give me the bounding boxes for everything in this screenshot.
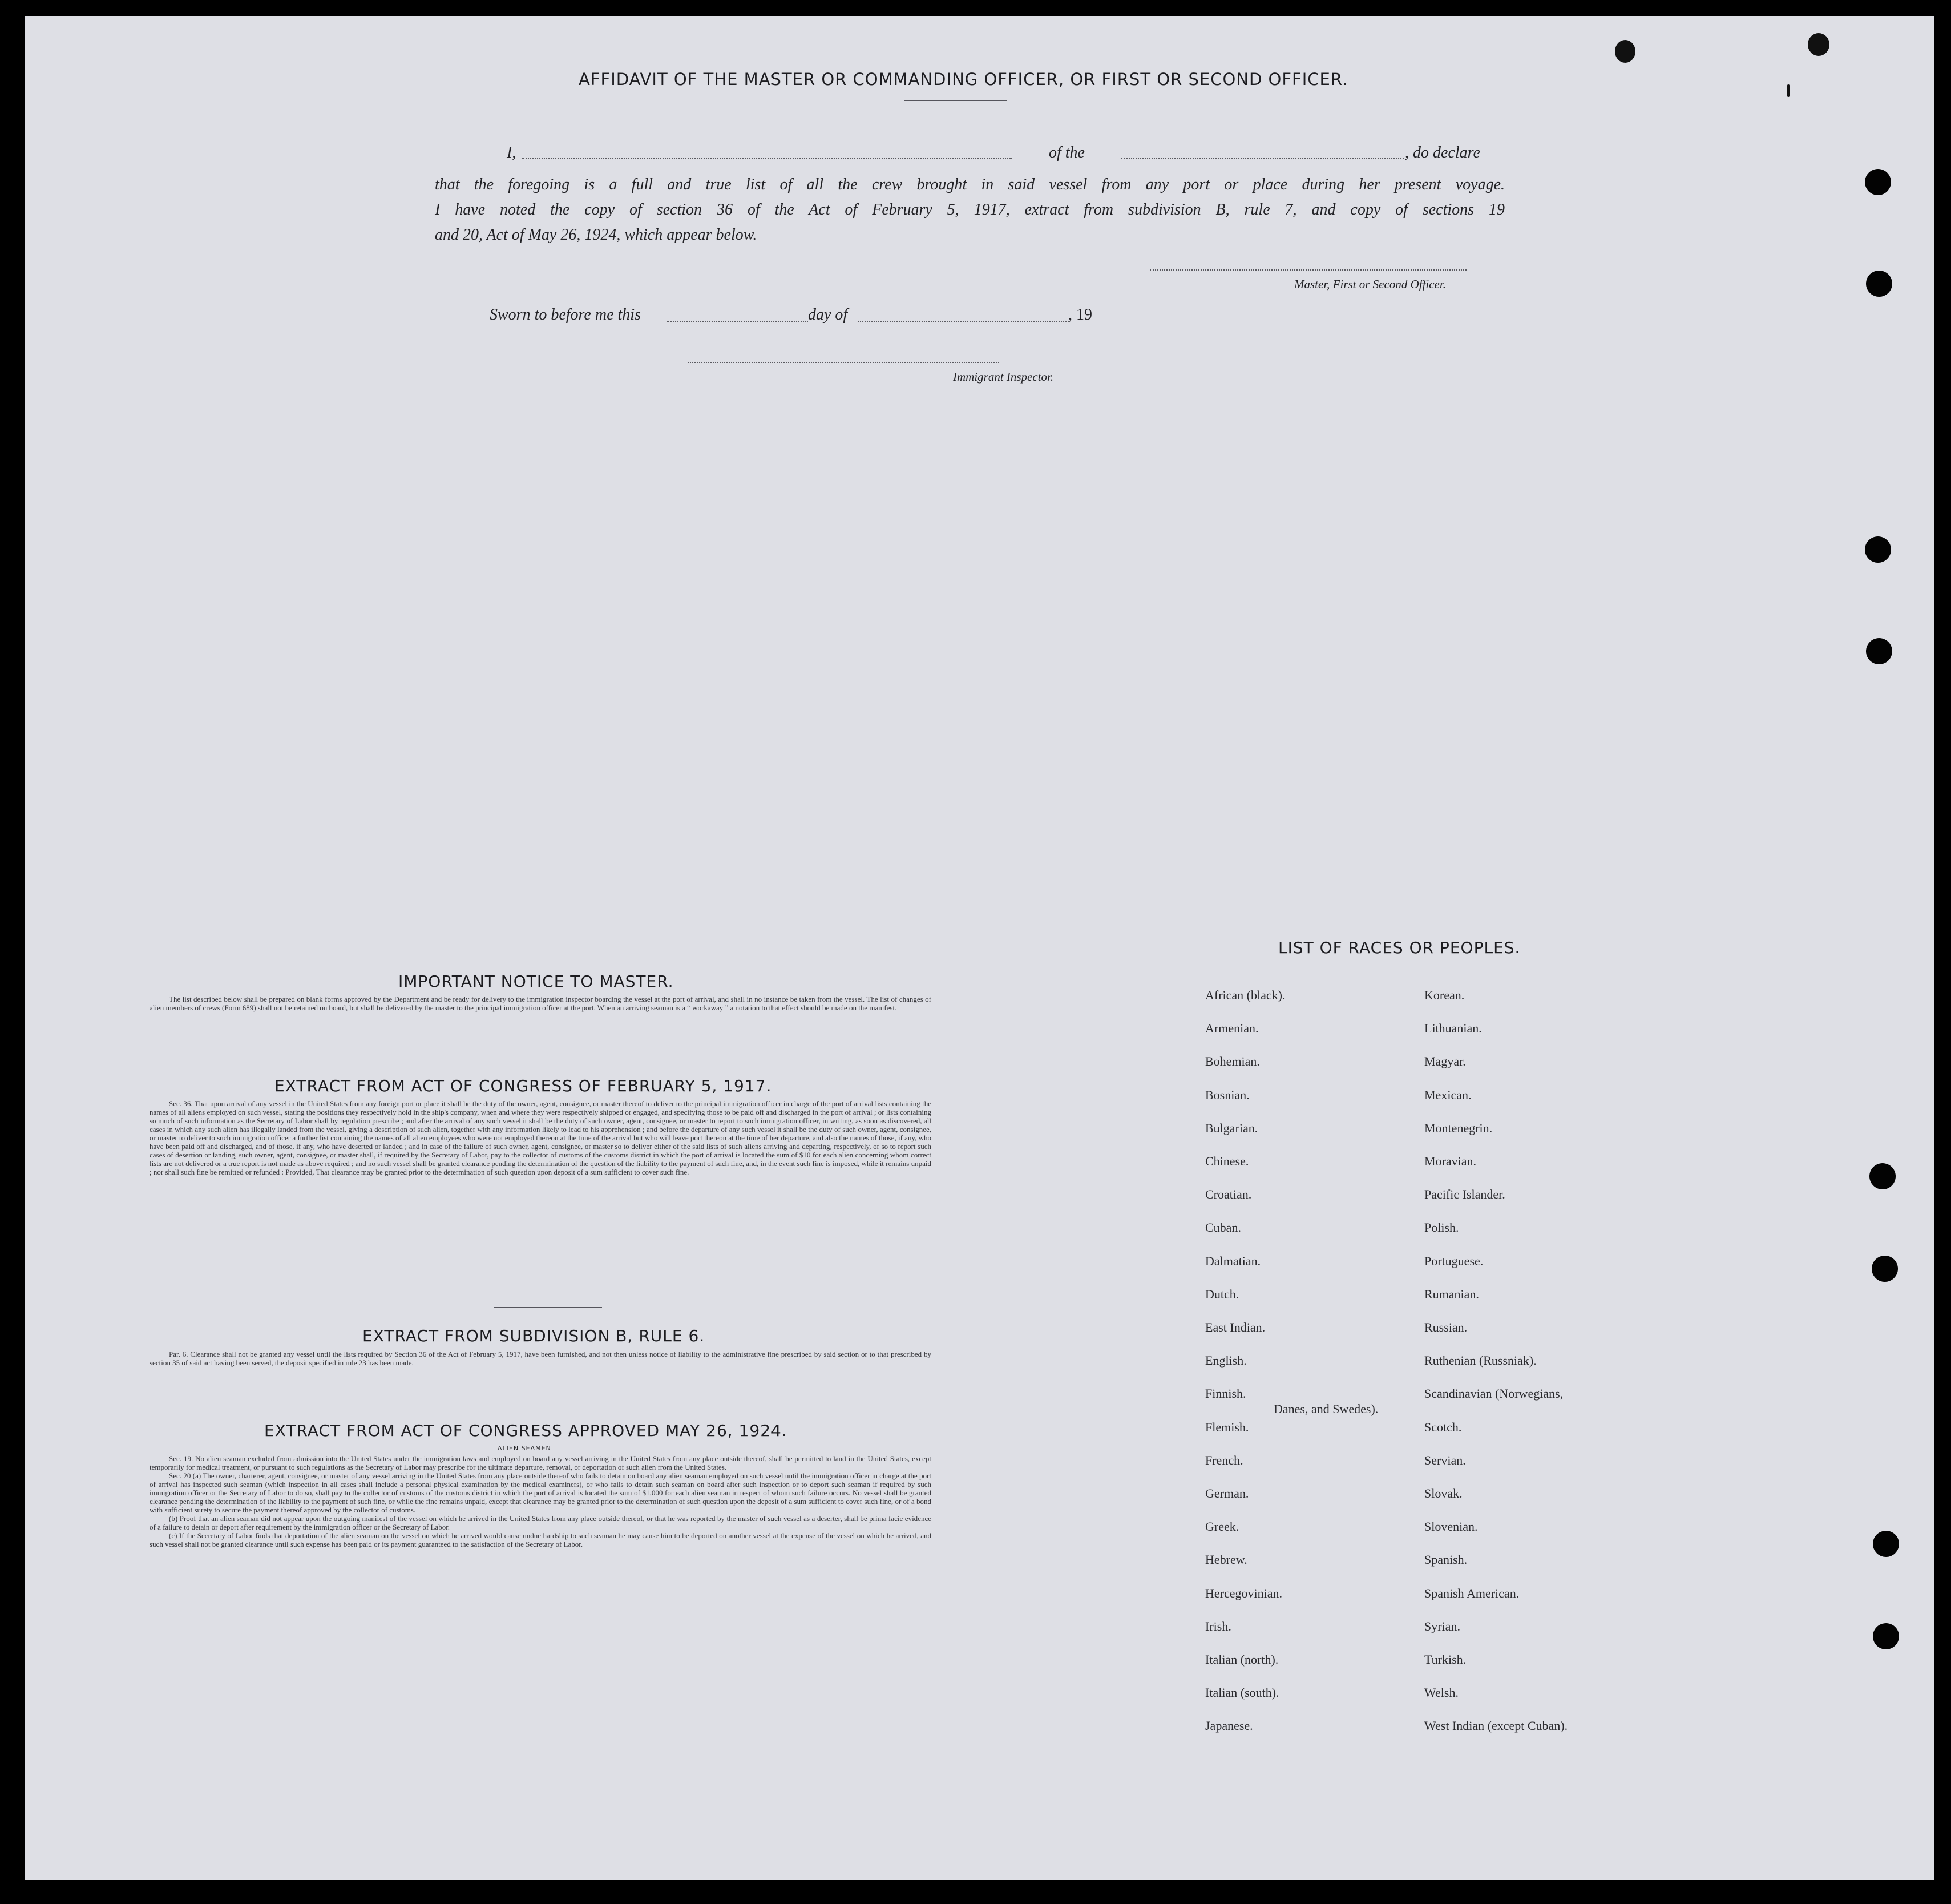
race-item: Japanese. [1205, 1719, 1253, 1733]
race-item: Ruthenian (Russniak). [1424, 1353, 1537, 1368]
sec-20c-text: (c) If the Secretary of Labor finds that deportation of the alien seaman on the vessel on which he arrived would cause undue hardship to such seaman he may cause him to be deported on another vessel at the expense of the vessel on which he arrived, and such vessel shall not be granted clearance until such expense has been paid or its payment guaranteed to the satisfaction of the Secretary of Labor. [150, 1531, 931, 1548]
race-item: Dalmatian. [1205, 1254, 1261, 1268]
race-item: English. [1205, 1353, 1247, 1368]
race-item: Polish. [1424, 1220, 1459, 1235]
alien-seamen-subtitle: ALIEN SEAMEN [498, 1445, 551, 1452]
binder-hole [1869, 1163, 1896, 1189]
ink-speck [1615, 40, 1635, 63]
race-item: Flemish. [1205, 1420, 1249, 1434]
race-item: Danes, and Swedes). [1274, 1402, 1379, 1416]
master-signature-label: Master, First or Second Officer. [1294, 277, 1446, 291]
extract-1924-block [150, 1454, 931, 1548]
race-item: Cuban. [1205, 1220, 1241, 1235]
race-item: Syrian. [1424, 1619, 1460, 1633]
race-item: Lithuanian. [1424, 1021, 1482, 1035]
race-item: Slovak. [1424, 1486, 1463, 1500]
master-signature-field[interactable] [1150, 269, 1467, 271]
affidavit-title: AFFIDAVIT OF THE MASTER OR COMMANDING OFFICER, OR FIRST OR SECOND OFFICER. [579, 70, 1348, 89]
extract-1917-title: EXTRACT FROM ACT OF CONGRESS OF FEBRUARY 5, 1917. [274, 1076, 772, 1095]
race-item: African (black). [1205, 988, 1286, 1002]
race-item: Slovenian. [1424, 1519, 1478, 1534]
ink-speck [1808, 33, 1829, 56]
declaration-text [435, 172, 1505, 248]
race-item: Dutch. [1205, 1287, 1239, 1301]
binder-hole [1866, 271, 1892, 297]
sec-20b-text: (b) Proof that an alien seaman did not appear upon the outgoing manifest of the vessel on which he arrived in the United States from any place outside thereof, or that he was reported by the master of such vessel as a deserter, shall be prima facie evidence of a failure to detain or deport after requirement by the immigration officer or the Secretary of Labor. [150, 1514, 931, 1531]
declarant-name-field[interactable] [522, 158, 1012, 159]
extract-1924-title: EXTRACT FROM ACT OF CONGRESS APPROVED MAY 26, 1924. [264, 1421, 787, 1440]
extract-rule6-title: EXTRACT FROM SUBDIVISION B, RULE 6. [362, 1326, 705, 1345]
race-item: Russian. [1424, 1320, 1468, 1334]
race-item: Croatian. [1205, 1187, 1252, 1201]
sec-19-text: Sec. 19. No alien seaman excluded from admission into the United States under the immigration laws and employed on board any vessel arriving in the United States from any place outside thereof, shall be permitted to land in the United States, except temporarily for medical treatment, or pursuant to such regulations as the Secretary of Labor may prescribe for the ultimate departure, removal, or deportation of such alien from the United States. [150, 1454, 931, 1471]
vessel-name-field[interactable] [1121, 158, 1404, 159]
race-item: Montenegrin. [1424, 1121, 1493, 1135]
race-item: Italian (north). [1205, 1652, 1279, 1667]
declaration-line: that the foregoing is a full and true list of all the crew brought in said vessel from any port or place during her present voyage. [435, 176, 1505, 193]
race-item: Greek. [1205, 1519, 1239, 1534]
binder-hole [1866, 638, 1892, 664]
binder-hole [1873, 1531, 1899, 1557]
extract-rule6-text: Par. 6. Clearance shall not be granted any vessel until the lists required by Section 36 of the Act of February 5, 1917, have been furnished, and not then unless notice of liability to the administrative fine prescribed by said section or to that prescribed by section 35 of said act having been served, the deposit specified in rule 23 has been made. [150, 1350, 931, 1367]
declaration-line: and 20, Act of May 26, 1924, which appear below. [435, 226, 757, 244]
sworn-label: Sworn to before me this [490, 306, 641, 324]
vessel-label: of the [1049, 144, 1085, 162]
inspector-signature-field[interactable] [688, 362, 999, 363]
race-item: Turkish. [1424, 1652, 1467, 1667]
binder-hole [1865, 169, 1891, 195]
sec-20a-text: Sec. 20 (a) The owner, charterer, agent, consignee, or master of any vessel arriving in the United States from any place outside thereof who fails to detain on board any alien seaman employed on such vessel until the immigration officer in charge at the port of arrival has inspected such seaman (which inspection in all cases shall include a personal physical examination by the medical examiners), or who fails to detain such seaman on board after such inspection or to deport such seaman if required by such immigration officer or the Secretary of Labor to do so, shall pay to the collector of customs of the customs district in which the port of arrival is located the sum of $1,000 for each alien seaman in respect of whom such failure occurs. No vessel shall be granted clearance pending the determination of the liability to the payment of such fine, or while the fine remains unpaid, except that clearance may be granted prior to the determination of such question upon the deposit of a sum sufficient to cover such fine, or of a bond with sufficient surety to secure the payment thereof approved by the collector of customs. [150, 1471, 931, 1514]
sworn-year-label: , 19 [1068, 306, 1092, 324]
declaration-line: I have noted the copy of section 36 of the Act of February 5, 1917, extract from subdivision B, rule 7, and copy of sections 19 [435, 201, 1505, 219]
notice-text-block [150, 995, 931, 1012]
race-item: Spanish American. [1424, 1586, 1520, 1600]
race-item: Pacific Islander. [1424, 1187, 1505, 1201]
race-item: Scandinavian (Norwegians, [1424, 1386, 1564, 1401]
race-item: Rumanian. [1424, 1287, 1479, 1301]
race-item: Hebrew. [1205, 1552, 1247, 1567]
race-item: Bulgarian. [1205, 1121, 1258, 1135]
binder-hole [1872, 1256, 1898, 1282]
race-item: Moravian. [1424, 1154, 1477, 1168]
race-item: Irish. [1205, 1619, 1231, 1633]
declare-label: , do declare [1405, 144, 1480, 162]
notice-text: The list described below shall be prepared on blank forms approved by the Department and be ready for delivery to the immigration inspector boarding the vessel at the port of arrival, and shall in no instance be taken from the vessel. The list of changes of alien members of crews (Form 689) shall not be retained on board, but shall be delivered by the master to the principal immigration officer at the port. When an arriving seaman is a “ workaway ” a notation to that effect should be made on the manifest. [150, 995, 931, 1012]
race-item: German. [1205, 1486, 1249, 1500]
race-item: French. [1205, 1453, 1243, 1467]
race-item: East Indian. [1205, 1320, 1266, 1334]
race-item: Bosnian. [1205, 1088, 1250, 1102]
inspector-label: Immigrant Inspector. [953, 370, 1054, 384]
race-item: Magyar. [1424, 1054, 1466, 1068]
document-page [25, 16, 1934, 1880]
notice-title: IMPORTANT NOTICE TO MASTER. [398, 972, 674, 991]
extract-rule6-block [150, 1350, 931, 1367]
race-item: West Indian (except Cuban). [1424, 1719, 1568, 1733]
race-item: Finnish. [1205, 1386, 1246, 1401]
race-item: Bohemian. [1205, 1054, 1260, 1068]
race-item: Welsh. [1424, 1685, 1459, 1700]
sworn-day-field[interactable] [667, 321, 808, 322]
divider [494, 1307, 602, 1308]
sworn-month-label: day of [808, 306, 848, 324]
declarant-label: I, [507, 144, 516, 162]
extract-1917-block [150, 1099, 931, 1176]
race-item: Portuguese. [1424, 1254, 1484, 1268]
binder-hole [1865, 536, 1891, 563]
ink-speck [1787, 84, 1790, 97]
race-item: Italian (south). [1205, 1685, 1279, 1700]
races-title: LIST OF RACES OR PEOPLES. [1278, 938, 1521, 957]
sworn-month-field[interactable] [858, 321, 1069, 322]
race-item: Armenian. [1205, 1021, 1259, 1035]
extract-1917-text: Sec. 36. That upon arrival of any vessel in the United States from any foreign port or place it shall be the duty of the owner, agent, consignee, or master thereof to deliver to the principal immigration officer in charge of the port of arrival lists containing the names of all aliens employed on such vessel, stating the positions they respectively hold in the ship's company, when and where they were respectively shipped or engaged, and specifying those to be paid off and discharged in the port of arrival ; or lists containing so much of such information as the Secretary of Labor shall by regulation prescribe ; and after the arrival of any such vessel it shall be the duty of such owner, agent, consignee, or master to report to such immigration officer, in writing, as soon as discovered, all cases in which any such alien has illegally landed from the vessel, giving a description of such alien, together with any information likely to lead to his apprehension ; and before the departure of any such vessel it shall be the duty of such owner, agent, consignee, or master to deliver to such immigration officer a further list containing the names of all alien employees who were not employed thereon at the time of the arrival but who will leave port thereon at the time of her departure, and also the names of those, if any, who have been paid off and discharged, and of those, if any, who have deserted or landed ; and in case of the failure of such owner, agent, consignee, or master so to deliver either of the said lists of such aliens arriving and departing, respectively, or so to report such cases of desertion or landing, such owner, agent, consignee, or master shall, if required by the Secretary of Labor, pay to the collector of customs of the customs district in which the port of arrival is located the sum of $10 for each alien concerning whom correct lists are not delivered or a true report is not made as above required ; and no such vessel shall be granted clearance pending the determination of the question of the liability to the payment of such fine, and, in the event such fine is imposed, while it remains unpaid ; nor shall such fine be remitted or refunded : Provided, That clearance may be granted prior to the determination of such question upon deposit of a sum sufficient to cover such fine. [150, 1099, 931, 1176]
binder-hole [1873, 1623, 1899, 1649]
race-item: Spanish. [1424, 1552, 1468, 1567]
race-item: Hercegovinian. [1205, 1586, 1282, 1600]
race-item: Mexican. [1424, 1088, 1472, 1102]
divider [904, 100, 1007, 101]
race-item: Servian. [1424, 1453, 1466, 1467]
race-item: Scotch. [1424, 1420, 1462, 1434]
race-item: Chinese. [1205, 1154, 1249, 1168]
race-item: Korean. [1424, 988, 1465, 1002]
